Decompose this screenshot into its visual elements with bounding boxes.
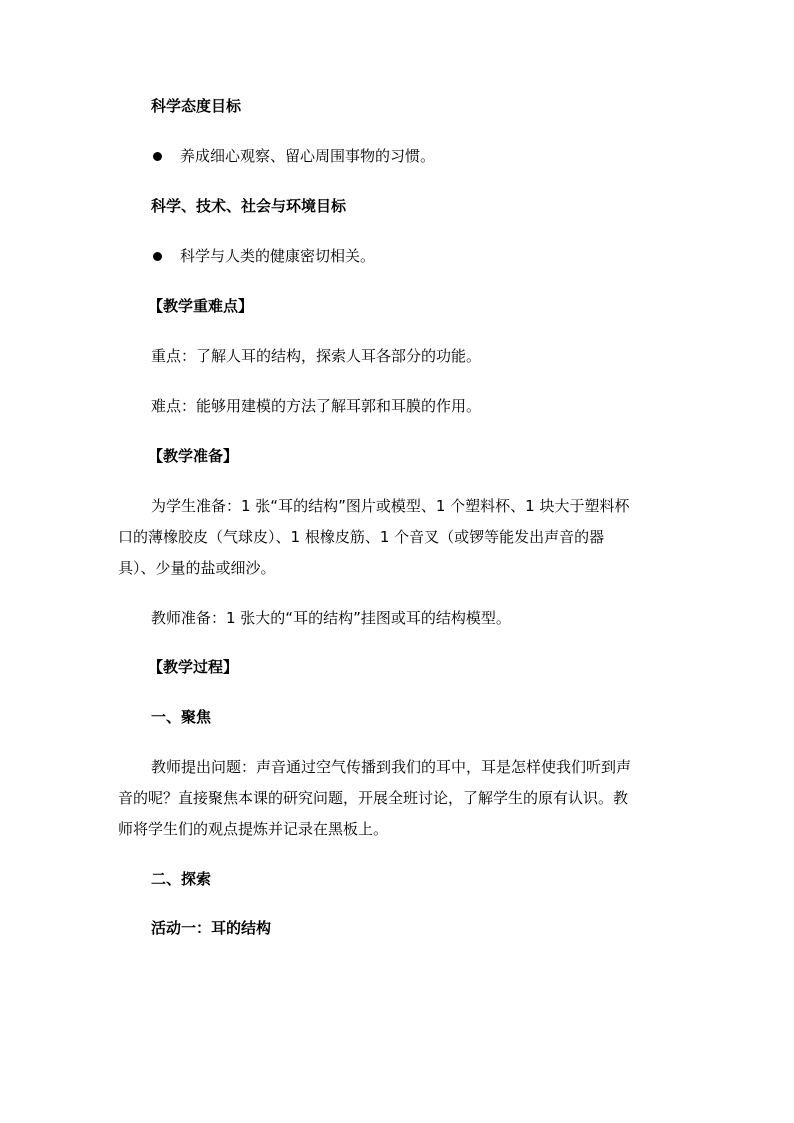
student-prep-line-2: 口的薄橡胶皮（气球皮）、1 根橡皮筋、1 个音叉（或锣等能发出声音的器 xyxy=(118,528,605,546)
focus-paragraph-line-3: 师将学生们的观点提炼并记录在黑板上。 xyxy=(118,820,389,838)
preparation-heading: 【教学准备】 xyxy=(148,447,239,465)
focus-heading: 一、聚焦 xyxy=(151,708,212,726)
student-prep-line-1: 为学生准备：1 张“耳的结构”图片或模型、1 个塑料杯、1 块大于塑料杯 xyxy=(151,497,630,515)
difficult-point-text: 难点：能够用建模的方法了解耳郭和耳膜的作用。 xyxy=(151,397,482,415)
attitude-goal-bullet-text: 养成细心观察、留心周围事物的习惯。 xyxy=(180,147,436,165)
bullet-icon xyxy=(153,252,162,261)
stse-goal-bullet-text: 科学与人类的健康密切相关。 xyxy=(180,247,376,265)
key-point-text: 重点：了解人耳的结构，探索人耳各部分的功能。 xyxy=(151,347,482,365)
focus-paragraph-line-2: 音的呢？直接聚焦本课的研究问题，开展全班讨论，了解学生的原有认识。教 xyxy=(118,789,629,807)
key-points-heading: 【教学重难点】 xyxy=(148,297,254,315)
attitude-goal-heading: 科学态度目标 xyxy=(151,97,242,115)
bullet-icon xyxy=(153,152,162,161)
focus-paragraph-line-1: 教师提出问题：声音通过空气传播到我们的耳中，耳是怎样使我们听到声 xyxy=(151,758,632,776)
student-prep-line-3: 具）、少量的盐或细沙。 xyxy=(118,559,276,577)
teacher-prep-text: 教师准备：1 张大的“耳的结构”挂图或耳的结构模型。 xyxy=(151,609,511,627)
activity-one-heading: 活动一：耳的结构 xyxy=(151,919,272,937)
stse-goal-heading: 科学、技术、社会与环境目标 xyxy=(151,197,347,215)
process-heading: 【教学过程】 xyxy=(148,658,239,676)
explore-heading: 二、探索 xyxy=(151,870,212,888)
